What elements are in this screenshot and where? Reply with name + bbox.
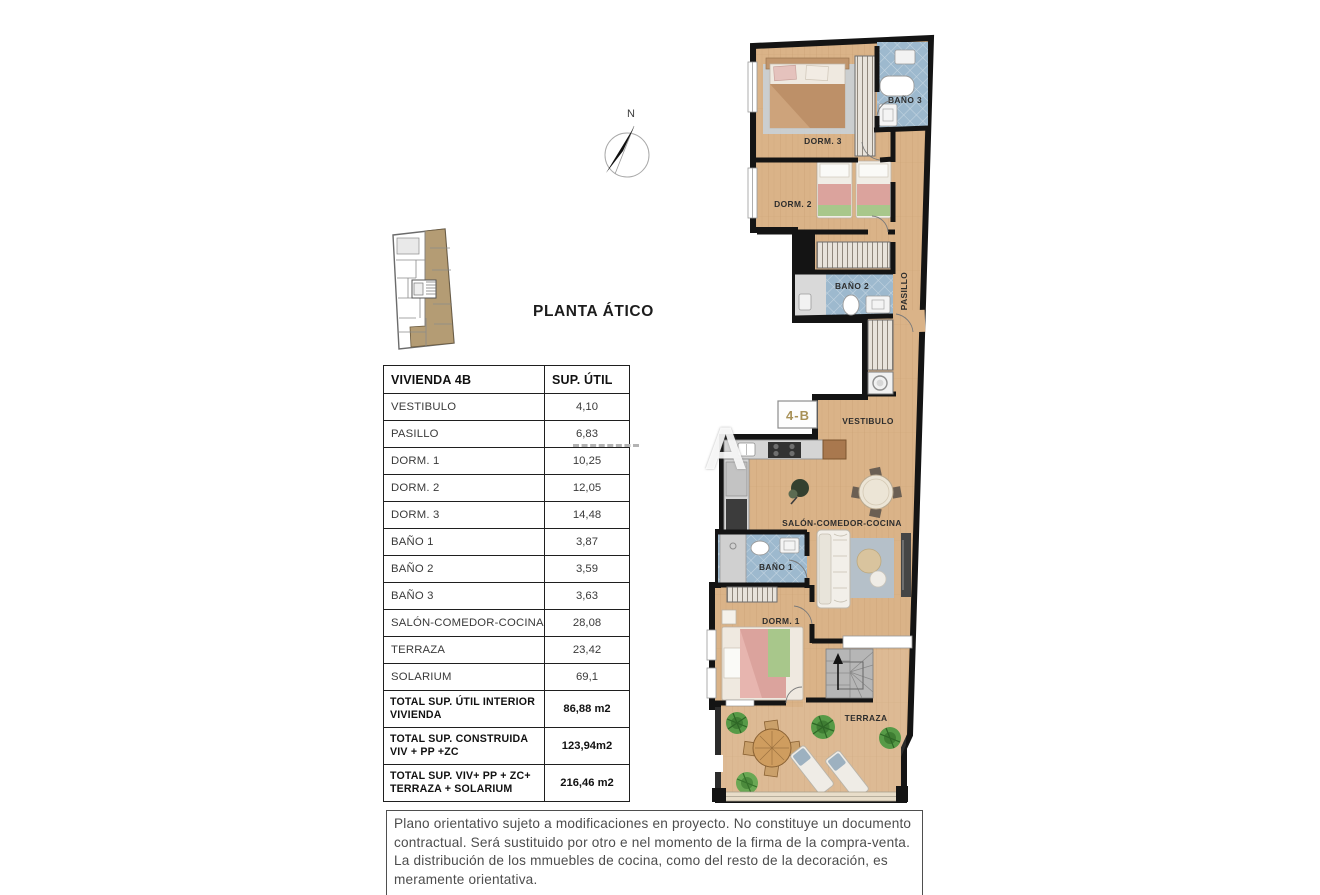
hallway-label: PASILLO — [899, 271, 909, 311]
table-header-name: VIVIENDA 4B — [384, 366, 545, 394]
table-total-row — [384, 728, 630, 765]
areas-table — [383, 365, 630, 802]
bedroom2-label: DORM. 2 — [774, 199, 812, 209]
bedroom3-wardrobe — [855, 56, 875, 156]
total-value: 123,94m2 — [545, 728, 630, 765]
entry-mat — [823, 440, 846, 459]
room-label: PASILLO — [384, 421, 545, 448]
bathroom1-label: BAÑO 1 — [758, 562, 794, 572]
bedroom1-wardrobe — [727, 587, 777, 602]
room-label: DORM. 1 — [384, 448, 545, 475]
bathroom2-label: BAÑO 2 — [834, 281, 870, 291]
room-area: 4,10 — [545, 394, 630, 421]
room-area: 6,83 — [545, 421, 630, 448]
room-area: 12,05 — [545, 475, 630, 502]
table-row — [384, 583, 630, 610]
room-area: 69,1 — [545, 664, 630, 691]
livingroom-label: SALÓN-COMEDOR-COCINA — [782, 518, 902, 528]
table-row — [384, 637, 630, 664]
floorplan-drawing — [695, 25, 945, 810]
terrace-label: TERRAZA — [844, 713, 888, 723]
compass-rose — [593, 103, 665, 198]
pouf — [857, 549, 881, 573]
bedroom3-label: DORM. 3 — [804, 136, 842, 146]
washing-machine — [868, 372, 893, 394]
table-row — [384, 664, 630, 691]
table-row — [384, 475, 630, 502]
total-label: TOTAL SUP. CONSTRUIDA VIV + PP +ZC — [384, 728, 545, 765]
room-label: VESTIBULO — [384, 394, 545, 421]
stairs — [826, 649, 873, 698]
wall-block — [795, 234, 815, 272]
total-value: 86,88 m2 — [545, 691, 630, 728]
sofa — [817, 530, 850, 608]
room-label: TERRAZA — [384, 637, 545, 664]
keyplan-minimap — [386, 226, 464, 354]
room-label: SALÓN-COMEDOR-COCINA — [384, 610, 545, 637]
unit-badge — [778, 401, 817, 428]
bedroom1-label: DORM. 1 — [762, 616, 800, 626]
total-label: TOTAL SUP. VIV+ PP + ZC+ TERRAZA + SOLARIUM — [384, 765, 545, 802]
page-title: PLANTA ÁTICO — [533, 303, 654, 320]
total-label: TOTAL SUP. ÚTIL INTERIOR VIVIENDA — [384, 691, 545, 728]
table-row — [384, 502, 630, 529]
room-area: 3,87 — [545, 529, 630, 556]
table-header-row — [384, 366, 630, 394]
table-row — [384, 448, 630, 475]
room-label: BAÑO 3 — [384, 583, 545, 610]
room-area: 10,25 — [545, 448, 630, 475]
total-value: 216,46 m2 — [545, 765, 630, 802]
room-label: BAÑO 1 — [384, 529, 545, 556]
table-total-row — [384, 691, 630, 728]
room-label: DORM. 2 — [384, 475, 545, 502]
corridor-closet — [868, 320, 893, 370]
room-area: 3,63 — [545, 583, 630, 610]
disclaimer-text: Plano orientativo sujeto a modificaciones en proyecto. No constituye un documento contractual. Será sustituido por otro e nel momento de la firma de la compra-venta. La distribución de los mmuebles de cocina, como del resto de la decoración, es meramente orientativa. — [394, 816, 912, 887]
watermark-letter: A — [704, 415, 748, 482]
hall-wardrobe — [817, 242, 890, 268]
room-label: DORM. 3 — [384, 502, 545, 529]
room-label: SOLARIUM — [384, 664, 545, 691]
room-area: 14,48 — [545, 502, 630, 529]
unit-label: 4-B — [786, 408, 810, 423]
bathroom1-shower — [720, 534, 746, 583]
room-label: BAÑO 2 — [384, 556, 545, 583]
watermark-dashes — [573, 444, 639, 447]
stairs-railing — [843, 636, 912, 648]
table-header-area: SUP. ÚTIL — [545, 366, 630, 394]
vestibule-label: VESTIBULO — [842, 416, 894, 426]
table-row — [384, 394, 630, 421]
room-area: 23,42 — [545, 637, 630, 664]
table-total-row — [384, 765, 630, 802]
room-area: 3,59 — [545, 556, 630, 583]
bathroom3-label: BAÑO 3 — [887, 95, 923, 105]
table-row — [384, 556, 630, 583]
table-row — [384, 610, 630, 637]
compass-north-label: N — [627, 108, 635, 120]
table-row — [384, 529, 630, 556]
disclaimer-box — [386, 810, 923, 895]
room-area: 28,08 — [545, 610, 630, 637]
